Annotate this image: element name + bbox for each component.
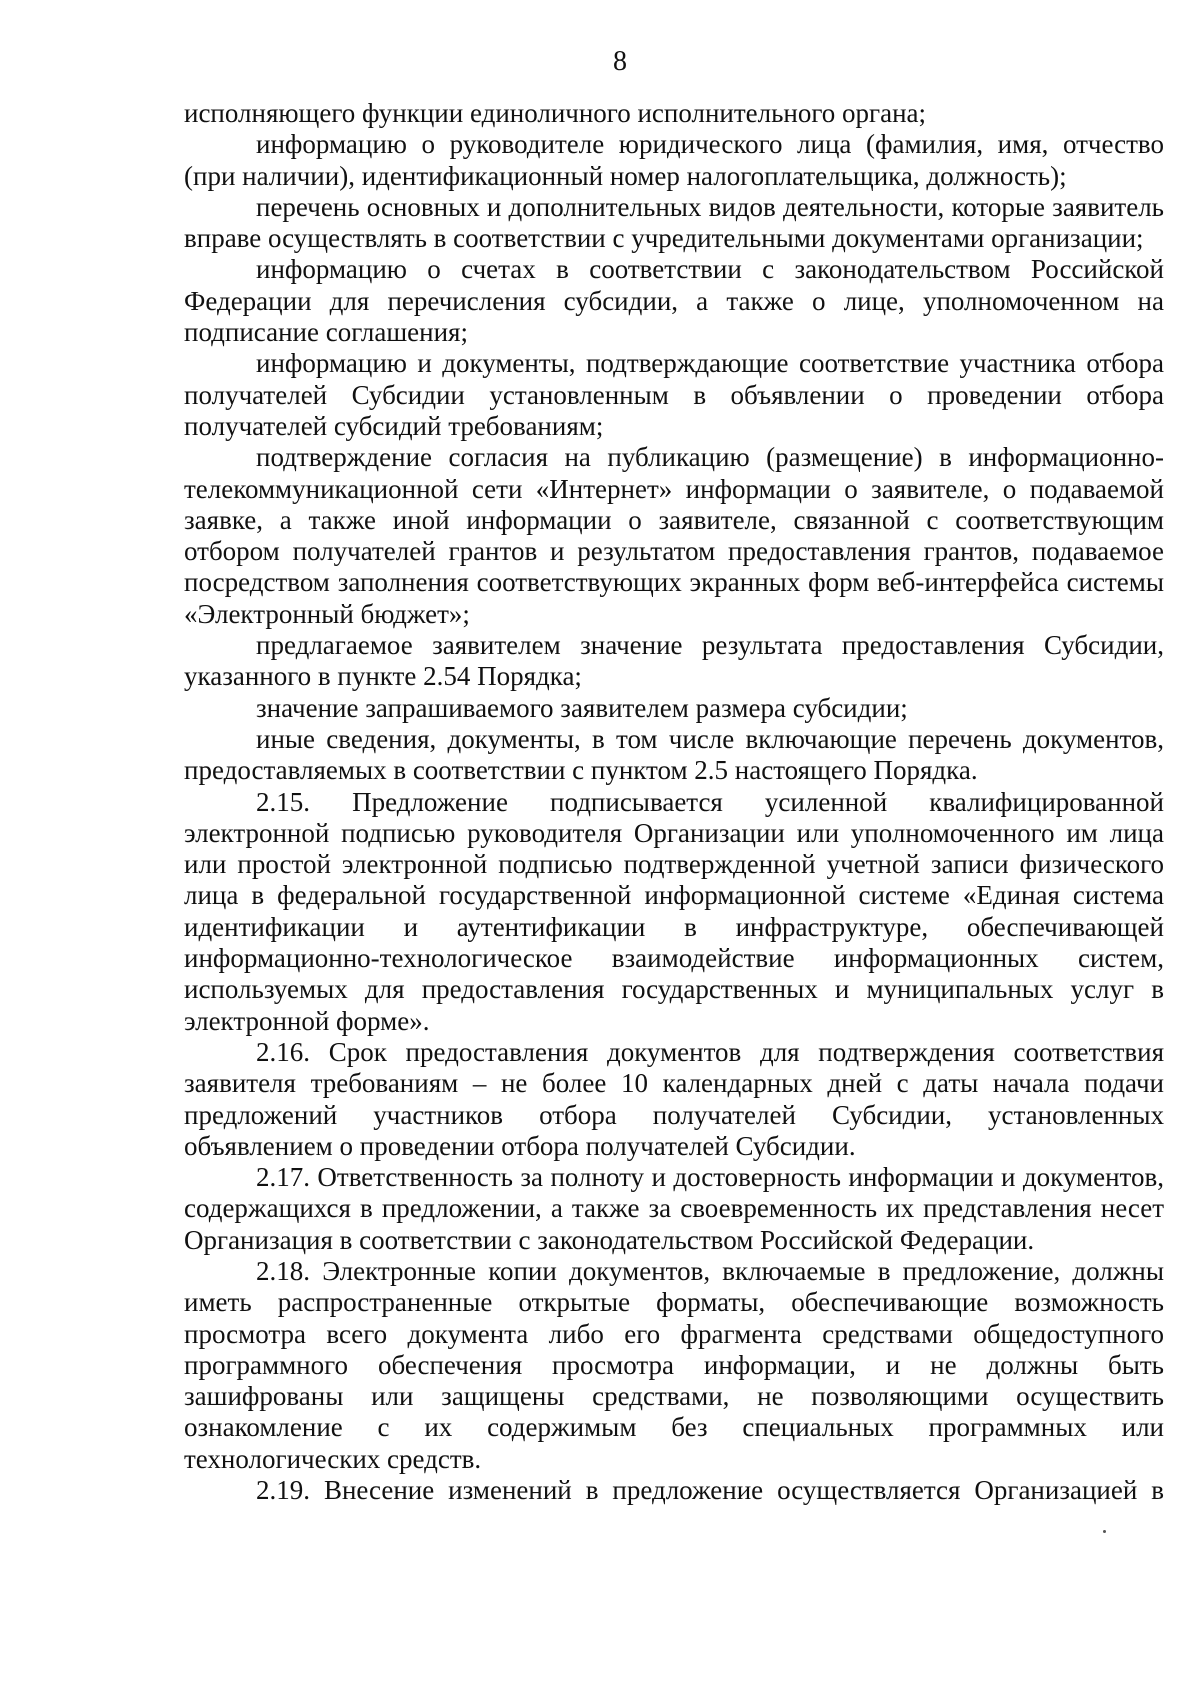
paragraph: исполняющего функции единоличного исполнительного органа;: [184, 98, 927, 128]
scan-speck: [1103, 1530, 1106, 1533]
paragraph: подтверждение согласия на публикацию (размещение) в информационно-телекоммуникационной сети «Интернет» информации о заявителе, о подаваемой заявке, а также иной информации о заявителе, связанной с соответствующим отбором получателей грантов и результатом предоставления грантов, подаваемое посредством заполнения соответствующих экранных форм веб-интерфейса системы «Электронный бюджет»;: [184, 442, 1164, 629]
paragraph: предлагаемое заявителем значение результата предоставления Субсидии, указанного в пункте 2.54 Порядка;: [184, 630, 1164, 692]
paragraph: 2.16. Срок предоставления документов для подтверждения соответствия заявителя требованиям – не более 10 календарных дней с даты начала подачи предложений участников отбора получателей Субсидии, установленных объявлением о проведении отбора получателей Субсидии.: [184, 1036, 1164, 1161]
paragraph: 2.18. Электронные копии документов, включаемые в предложение, должны иметь распространенные открытые форматы, обеспечивающие возможность просмотра всего документа либо его фрагмента средствами общедоступного программного обеспечения просмотра информации, и не должны быть зашифрованы или защищены средствами, не позволяющими осуществить ознакомление с их содержимым без специальных программных или технологических средств.: [184, 1255, 1164, 1474]
paragraph: 2.19. Внесение изменений в предложение осуществляется Организацией в: [256, 1475, 1164, 1506]
page-number: 8: [613, 46, 627, 77]
paragraph: 2.15. Предложение подписывается усиленной квалифицированной электронной подписью руководителя Организации или уполномоченного им лица или простой электронной подписью подтвержденной учетной записи физического лица в федеральной государственной информационной системе «Единая система идентификации и аутентификации в инфраструктуре, обеспечивающей информационно-технологическое взаимодействие информационных систем, используемых для предоставления государственных и муниципальных услуг в электронной форме».: [184, 786, 1164, 1036]
paragraph: информацию и документы, подтверждающие соответствие участника отбора получателей Субсидии установленным в объявлении о проведении отбора получателей субсидий требованиям;: [184, 348, 1164, 441]
paragraph: информацию о счетах в соответствии с законодательством Российской Федерации для перечисления субсидии, а также о лице, уполномоченном на подписание соглашения;: [184, 254, 1164, 348]
paragraph: перечень основных и дополнительных видов деятельности, которые заявитель вправе осуществлять в соответствии с учредительными документами организации;: [184, 191, 1164, 254]
paragraph: значение запрашиваемого заявителем размера субсидии;: [256, 692, 908, 723]
paragraph: 2.17. Ответственность за полноту и достоверность информации и документов, содержащихся в предложении, а также за своевременность их представления несет Организация в соответствии с законодательством Российской Федерации.: [184, 1162, 1164, 1255]
paragraph: иные сведения, документы, в том числе включающие перечень документов, предоставляемых в соответствии с пунктом 2.5 настоящего Порядка.: [184, 723, 1164, 786]
paragraph: информацию о руководителе юридического лица (фамилия, имя, отчество (при наличии), идентификационный номер налогоплательщика, должность);: [184, 129, 1164, 191]
document-body: [184, 98, 1164, 1506]
